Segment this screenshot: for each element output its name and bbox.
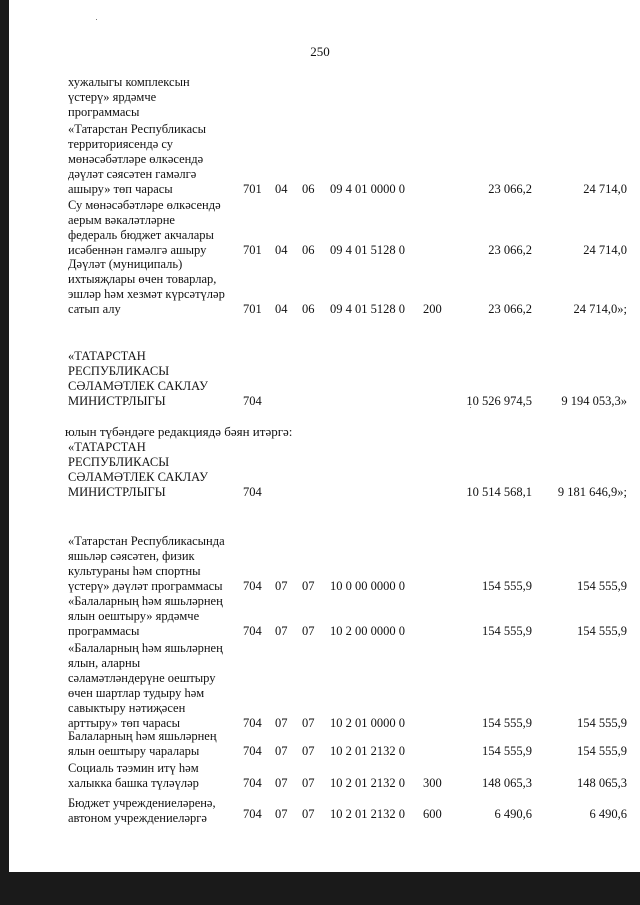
expense-type-code: 600 — [423, 807, 442, 821]
amount-year-1: 154 555,9 — [482, 579, 532, 593]
amount-year-1: 10 526 974,5 — [466, 394, 532, 408]
section-code: 07 — [275, 776, 288, 790]
ministry-code: 704 — [243, 716, 262, 730]
target-article-code: 10 2 01 0000 0 — [330, 716, 405, 730]
amount-year-1: 23 066,2 — [488, 182, 532, 196]
amount-year-1: 154 555,9 — [482, 624, 532, 638]
ministry-code: 701 — [243, 182, 262, 196]
amount-year-2: 24 714,0»; — [573, 302, 627, 316]
row-name-line: федераль бюджет акчалары — [68, 228, 214, 242]
expense-type-code: 200 — [423, 302, 442, 316]
row-name-line: «Балаларның һәм яшьләрнең — [68, 641, 223, 655]
row-name-line: сатып алу — [68, 302, 121, 316]
page-number: 250 — [310, 44, 330, 59]
amount-year-2: 154 555,9 — [577, 744, 627, 758]
amount-year-2: 24 714,0 — [583, 182, 627, 196]
row-name-line: программасы — [68, 624, 140, 638]
row-name — [68, 440, 233, 500]
section-code: 04 — [275, 182, 288, 196]
row-name-line: «Татарстан Республикасы — [68, 122, 207, 136]
scan-bottom-border — [0, 872, 640, 905]
amount-year-2: 9 194 053,3» — [561, 394, 627, 408]
row-name-line: үстерү» ярдәмче — [68, 90, 157, 104]
row-name-line: халыкка башка түләүләр — [68, 776, 199, 790]
row-name-line: Социаль тәэмин итү һәм — [68, 761, 199, 775]
row-name-line: «ТАТАРСТАН — [68, 349, 146, 363]
row-name-line: дәүләт сәясәтен гамәлгә — [68, 167, 197, 181]
section-code: 04 — [275, 243, 288, 257]
amount-year-2: 24 714,0 — [583, 243, 627, 257]
target-article-code: 10 0 00 0000 0 — [330, 579, 405, 593]
target-article-code: 10 2 01 2132 0 — [330, 776, 405, 790]
target-article-code: 09 4 01 0000 0 — [330, 182, 405, 196]
amount-year-1: 23 066,2 — [488, 302, 532, 316]
row-name — [68, 534, 233, 594]
amount-year-2: 154 555,9 — [577, 579, 627, 593]
row-name-line: аерым вәкаләтләрне — [68, 213, 175, 227]
row-name-line: ялын, аларны — [68, 656, 141, 670]
row-name-line: программасы — [68, 105, 140, 119]
row-name-line: «Балаларның һәм яшьләрнең — [68, 594, 223, 608]
row-name — [68, 761, 233, 791]
row-name-line: «Татарстан Республикасында — [68, 534, 225, 548]
section-code: 07 — [275, 744, 288, 758]
section-code: 07 — [275, 624, 288, 638]
row-name — [68, 198, 233, 258]
target-article-code: 09 4 01 5128 0 — [330, 302, 405, 316]
instruction-note: юлын түбәндәге редакциядә бәян итәргә: — [65, 424, 293, 439]
subsection-code: 07 — [302, 776, 315, 790]
ministry-code: 704 — [243, 394, 262, 408]
row-name — [68, 75, 233, 120]
row-name-line: территориясендә су — [68, 137, 174, 151]
section-code: 04 — [275, 302, 288, 316]
row-name-line: эшләр һәм хезмәт күрсәтүләр — [68, 287, 225, 301]
row-name-line: мөнәсәбәтләре өлкәсендә — [68, 152, 204, 166]
row-name-line: РЕСПУБЛИКАСЫ — [68, 364, 170, 378]
row-name-line: ялын оештыру чаралары — [68, 744, 200, 758]
scan-left-border — [0, 0, 9, 905]
subsection-code: 07 — [302, 807, 315, 821]
amount-year-1: 154 555,9 — [482, 744, 532, 758]
row-name — [68, 729, 233, 759]
row-name — [68, 122, 233, 197]
amount-year-1: 6 490,6 — [494, 807, 532, 821]
row-name-line: СӘЛАМӘТЛЕК САКЛАУ — [68, 379, 208, 393]
target-article-code: 10 2 00 0000 0 — [330, 624, 405, 638]
amount-year-1: 154 555,9 — [482, 716, 532, 730]
subsection-code: 07 — [302, 744, 315, 758]
subsection-code: 07 — [302, 716, 315, 730]
expense-type-code: 300 — [423, 776, 442, 790]
row-name — [68, 257, 233, 317]
row-name-line: өчен шартлар тудыру һәм — [68, 686, 205, 700]
row-name — [68, 349, 233, 409]
row-name-line: МИНИСТРЛЫГЫ — [68, 485, 166, 499]
subsection-code: 06 — [302, 302, 315, 316]
subsection-code: 06 — [302, 182, 315, 196]
row-name-line: СӘЛАМӘТЛЕК САКЛАУ — [68, 470, 208, 484]
row-name-line: «ТАТАРСТАН — [68, 440, 146, 454]
amount-year-2: 154 555,9 — [577, 716, 627, 730]
row-name-line: РЕСПУБЛИКАСЫ — [68, 455, 170, 469]
section-code: 07 — [275, 716, 288, 730]
amount-year-2: 9 181 646,9»; — [557, 485, 627, 499]
amount-year-2: 6 490,6 — [589, 807, 627, 821]
row-name-line: Су мөнәсәбәтләре өлкәсендә — [68, 198, 221, 212]
row-name-line: сәламәтләндерүне оештыру — [68, 671, 216, 685]
row-name-line: исәбеннән гамәлгә ашыру — [68, 243, 207, 257]
row-name-line: Дәүләт (муниципаль) — [68, 257, 183, 271]
row-name-line: үстерү» дәүләт программасы — [68, 579, 223, 593]
row-name-line: Балаларның һәм яшьләрнең — [68, 729, 217, 743]
ministry-code: 704 — [243, 485, 262, 499]
ministry-code: 704 — [243, 624, 262, 638]
row-name — [68, 594, 233, 639]
section-code: 07 — [275, 807, 288, 821]
row-name-line: яшьләр сәясәтен, физик — [68, 549, 195, 563]
target-article-code: 10 2 01 2132 0 — [330, 807, 405, 821]
row-name-line: савыктыру нәтиҗәсен — [68, 701, 186, 715]
row-name-line: хужалыгы комплексын — [68, 75, 190, 89]
subsection-code: 07 — [302, 579, 315, 593]
row-name-line: ихтыяҗлары өчен товарлар, — [68, 272, 217, 286]
row-name-line: ашыру» төп чарасы — [68, 182, 173, 196]
ministry-code: 701 — [243, 243, 262, 257]
ministry-code: 704 — [243, 776, 262, 790]
amount-year-1: 148 065,3 — [482, 776, 532, 790]
ministry-code: 704 — [243, 579, 262, 593]
ministry-code: 704 — [243, 807, 262, 821]
row-name — [68, 796, 233, 826]
target-article-code: 09 4 01 5128 0 — [330, 243, 405, 257]
section-code: 07 — [275, 579, 288, 593]
subsection-code: 07 — [302, 624, 315, 638]
subsection-code: 06 — [302, 243, 315, 257]
row-name-line: арттыру» төп чарасы — [68, 716, 181, 730]
row-name-line: автоном учреждениеләргә — [68, 811, 207, 825]
row-name-line: культураны һәм спортны — [68, 564, 201, 578]
amount-year-2: 154 555,9 — [577, 624, 627, 638]
scan-speck — [96, 19, 97, 20]
row-name-line: ялын оештыру» ярдәмче — [68, 609, 200, 623]
row-name-line: Бюджет учреждениеләренә, — [68, 796, 216, 810]
target-article-code: 10 2 01 2132 0 — [330, 744, 405, 758]
amount-year-1: 10 514 568,1 — [466, 485, 532, 499]
row-name-line: МИНИСТРЛЫГЫ — [68, 394, 166, 408]
ministry-code: 704 — [243, 744, 262, 758]
row-name — [68, 641, 233, 731]
amount-year-1: 23 066,2 — [488, 243, 532, 257]
ministry-code: 701 — [243, 302, 262, 316]
amount-year-2: 148 065,3 — [577, 776, 627, 790]
